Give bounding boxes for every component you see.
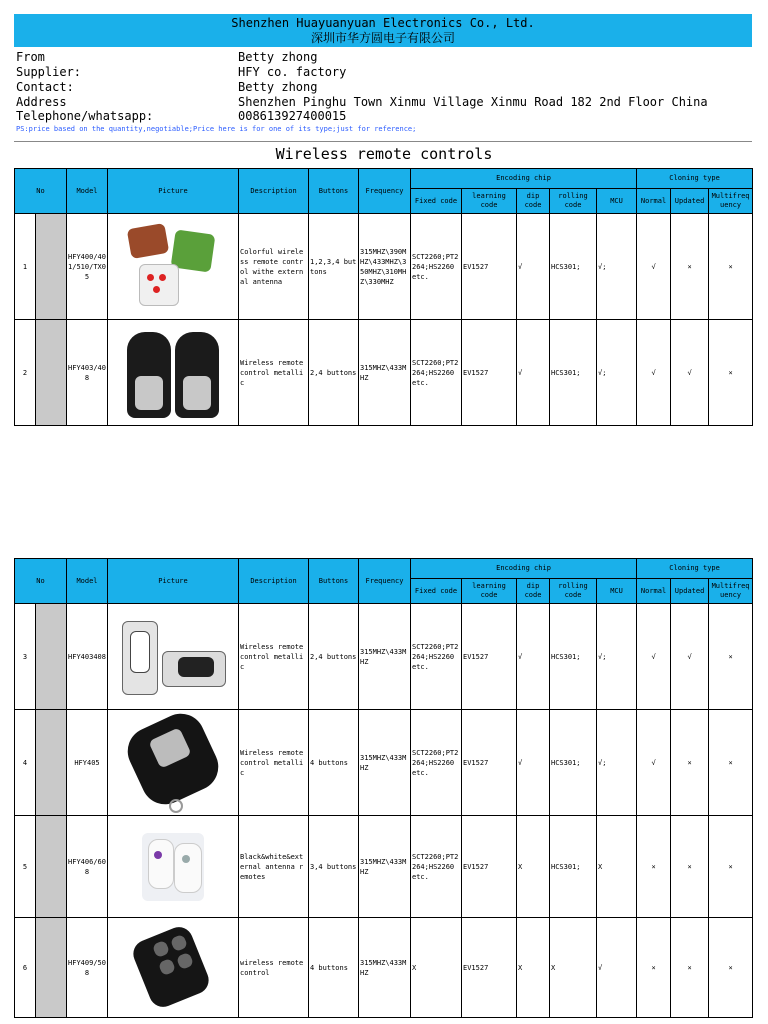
row-no: 6 xyxy=(15,918,36,1018)
header-no: No xyxy=(15,169,67,214)
row-fixed-code: SCT2260;PT2264;HS2260 etc. xyxy=(411,710,462,816)
row-dip-code: √ xyxy=(517,710,550,816)
table-row xyxy=(15,604,753,710)
row-picture xyxy=(108,918,239,1018)
row-learning-code: EV1527 xyxy=(462,604,517,710)
header-no: No xyxy=(15,559,67,604)
company-name-cn: 深圳市华方圆电子有限公司 xyxy=(310,31,455,45)
row-learning-code: EV1527 xyxy=(462,320,517,426)
header-rolling-code: rolling code xyxy=(550,189,597,214)
row-model: HFY409/508 xyxy=(67,918,108,1018)
info-value: Betty zhong xyxy=(238,80,318,94)
row-buttons: 2,4 buttons xyxy=(309,320,359,426)
table-row xyxy=(15,214,753,320)
row-picture xyxy=(108,320,239,426)
row-rolling-code: HCS301; xyxy=(550,604,597,710)
black-metal-remote-image xyxy=(123,715,223,811)
black-4button-remote-image xyxy=(128,922,218,1014)
row-learning-code: EV1527 xyxy=(462,214,517,320)
row-mcu: √; xyxy=(597,214,637,320)
info-key: From xyxy=(16,50,45,64)
row-no: 3 xyxy=(15,604,36,710)
row-mcu: √; xyxy=(597,604,637,710)
divider xyxy=(14,141,752,142)
header-learning-code: learning code xyxy=(462,579,517,604)
metal-remotes-image xyxy=(123,326,223,420)
row-no: 5 xyxy=(15,816,36,918)
row-frequency: 315MHZ\433MHZ xyxy=(359,918,411,1018)
row-updated: × xyxy=(671,710,709,816)
colorful-remotes-image xyxy=(125,222,221,312)
row-description: Wireless remote control metallic xyxy=(239,320,309,426)
info-value: Betty zhong xyxy=(238,50,318,64)
row-buttons: 4 buttons xyxy=(309,710,359,816)
row-spacer xyxy=(36,214,67,320)
row-spacer xyxy=(36,918,67,1018)
row-mcu: √ xyxy=(597,918,637,1018)
row-mcu: X xyxy=(597,816,637,918)
table-row xyxy=(15,710,753,816)
row-normal: √ xyxy=(637,320,671,426)
info-value: HFY co. factory xyxy=(238,65,347,79)
row-normal: √ xyxy=(637,604,671,710)
header-updated: Updated xyxy=(671,579,709,604)
header-multifrequency: Multifreq uency xyxy=(709,579,753,604)
header-cloning-type: Cloning type xyxy=(637,169,753,189)
row-normal: √ xyxy=(637,710,671,816)
row-model: HFY406/608 xyxy=(67,816,108,918)
row-rolling-code: HCS301; xyxy=(550,816,597,918)
table-row xyxy=(15,320,753,426)
row-updated: × xyxy=(671,918,709,1018)
row-model: HFY405 xyxy=(67,710,108,816)
row-buttons: 3,4 buttons xyxy=(309,816,359,918)
row-learning-code: EV1527 xyxy=(462,918,517,1018)
row-fixed-code: SCT2260;PT2264;HS2260 etc. xyxy=(411,214,462,320)
header-model: Model xyxy=(67,559,108,604)
price-note: PS:price based on the quantity,negotiable;Price here is for one of its type;just for reference; xyxy=(16,125,417,133)
header-buttons: Buttons xyxy=(309,169,359,214)
row-buttons: 4 buttons xyxy=(309,918,359,1018)
row-multifrequency: × xyxy=(709,214,753,320)
row-model: HFY400/401/510/TX05 xyxy=(67,214,108,320)
row-description: Black&white&external antenna remotes xyxy=(239,816,309,918)
table-row xyxy=(15,816,753,918)
row-dip-code: X xyxy=(517,918,550,1018)
row-normal: × xyxy=(637,816,671,918)
row-normal: × xyxy=(637,918,671,1018)
header-dip-code: dip code xyxy=(517,579,550,604)
row-dip-code: X xyxy=(517,816,550,918)
row-dip-code: √ xyxy=(517,320,550,426)
row-frequency: 315MHZ\433MHZ xyxy=(359,320,411,426)
product-table xyxy=(14,168,753,426)
row-updated: √ xyxy=(671,604,709,710)
header-picture: Picture xyxy=(108,169,239,214)
row-frequency: 315MHZ\390MHZ\433MHZ\350MHZ\310MHZ\330MHZ xyxy=(359,214,411,320)
header-updated: Updated xyxy=(671,189,709,214)
row-multifrequency: × xyxy=(709,710,753,816)
header-normal: Normal xyxy=(637,579,671,604)
header-learning-code: learning code xyxy=(462,189,517,214)
header-normal: Normal xyxy=(637,189,671,214)
info-value: 008613927400015 xyxy=(238,109,347,123)
row-description: Wireless remote control metallic xyxy=(239,604,309,710)
header-encoding-chip: Encoding chip xyxy=(411,559,637,579)
row-dip-code: √ xyxy=(517,604,550,710)
row-frequency: 315MHZ\433MHZ xyxy=(359,604,411,710)
row-learning-code: EV1527 xyxy=(462,710,517,816)
row-spacer xyxy=(36,604,67,710)
info-key: Address xyxy=(16,95,67,109)
row-picture xyxy=(108,816,239,918)
row-mcu: √; xyxy=(597,710,637,816)
header-fixed-code: Fixed code xyxy=(411,189,462,214)
company-banner xyxy=(14,14,752,47)
row-picture xyxy=(108,214,239,320)
row-learning-code: EV1527 xyxy=(462,816,517,918)
header-description: Description xyxy=(239,559,309,604)
row-description: wireless remote control xyxy=(239,918,309,1018)
header-model: Model xyxy=(67,169,108,214)
header-mcu: MCU xyxy=(597,579,637,604)
header-description: Description xyxy=(239,169,309,214)
company-name-en: Shenzhen Huayuanyuan Electronics Co., Ltd. xyxy=(231,16,535,30)
row-picture xyxy=(108,710,239,816)
row-updated: × xyxy=(671,214,709,320)
row-spacer xyxy=(36,816,67,918)
row-fixed-code: SCT2260;PT2264;HS2260 etc. xyxy=(411,320,462,426)
info-key: Contact: xyxy=(16,80,74,94)
product-table xyxy=(14,558,753,1018)
row-rolling-code: X xyxy=(550,918,597,1018)
row-description: Colorful wireless remote control withe external antenna xyxy=(239,214,309,320)
row-fixed-code: SCT2260;PT2264;HS2260 etc. xyxy=(411,816,462,918)
row-buttons: 1,2,3,4 buttons xyxy=(309,214,359,320)
row-picture xyxy=(108,604,239,710)
header-frequency: Frequency xyxy=(359,559,411,604)
header-picture: Picture xyxy=(108,559,239,604)
row-multifrequency: × xyxy=(709,918,753,1018)
row-spacer xyxy=(36,320,67,426)
table-row xyxy=(15,918,753,1018)
header-frequency: Frequency xyxy=(359,169,411,214)
row-model: HFY403/408 xyxy=(67,320,108,426)
row-rolling-code: HCS301; xyxy=(550,710,597,816)
header-cloning-type: Cloning type xyxy=(637,559,753,579)
header-dip-code: dip code xyxy=(517,189,550,214)
row-model: HFY403408 xyxy=(67,604,108,710)
row-dip-code: √ xyxy=(517,214,550,320)
row-fixed-code: SCT2260;PT2264;HS2260 etc. xyxy=(411,604,462,710)
row-frequency: 315MHZ\433MHZ xyxy=(359,710,411,816)
row-no: 4 xyxy=(15,710,36,816)
row-multifrequency: × xyxy=(709,816,753,918)
row-buttons: 2,4 buttons xyxy=(309,604,359,710)
info-key: Telephone/whatsapp: xyxy=(16,109,154,123)
row-multifrequency: × xyxy=(709,604,753,710)
header-multifrequency: Multifreq uency xyxy=(709,189,753,214)
header-rolling-code: rolling code xyxy=(550,579,597,604)
white-remotes-image xyxy=(138,829,208,905)
row-no: 2 xyxy=(15,320,36,426)
info-value: Shenzhen Pinghu Town Xinmu Village Xinmu Road 182 2nd Floor China xyxy=(238,95,708,109)
row-no: 1 xyxy=(15,214,36,320)
row-updated: √ xyxy=(671,320,709,426)
page-title: Wireless remote controls xyxy=(275,145,493,163)
header-buttons: Buttons xyxy=(309,559,359,604)
row-fixed-code: X xyxy=(411,918,462,1018)
header-mcu: MCU xyxy=(597,189,637,214)
header-encoding-chip: Encoding chip xyxy=(411,169,637,189)
header-fixed-code: Fixed code xyxy=(411,579,462,604)
row-normal: √ xyxy=(637,214,671,320)
row-rolling-code: HCS301; xyxy=(550,320,597,426)
row-mcu: √; xyxy=(597,320,637,426)
info-key: Supplier: xyxy=(16,65,82,79)
row-updated: × xyxy=(671,816,709,918)
row-description: Wireless remote control metallic xyxy=(239,710,309,816)
row-rolling-code: HCS301; xyxy=(550,214,597,320)
row-spacer xyxy=(36,710,67,816)
slide-remotes-image xyxy=(118,617,228,697)
row-multifrequency: × xyxy=(709,320,753,426)
row-frequency: 315MHZ\433MHZ xyxy=(359,816,411,918)
